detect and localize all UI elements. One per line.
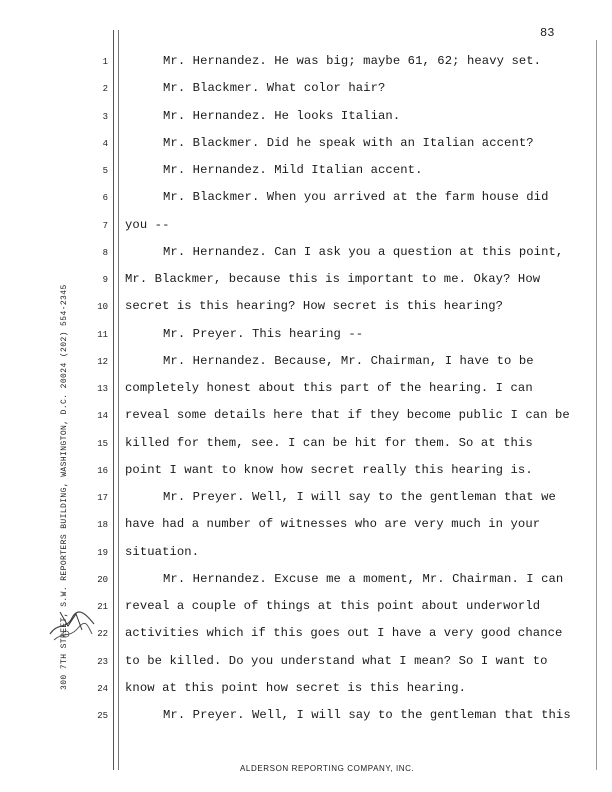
line-number: 8 <box>102 247 108 258</box>
reporter-address: 300 7TH STREET, S.W. REPORTERS BUILDING, WASHINGTON, D.C. 20024 (202) 554-2345 <box>60 284 69 690</box>
line-number: 24 <box>97 683 108 694</box>
line-number: 18 <box>97 520 108 531</box>
line-number: 4 <box>102 138 108 149</box>
line-number: 14 <box>97 411 108 422</box>
transcript-line: Mr. Preyer. This hearing -- <box>163 326 364 341</box>
transcript-line: Mr. Hernandez. He was big; maybe 61, 62; heavy set. <box>163 54 542 68</box>
line-number: 9 <box>102 275 108 285</box>
line-number: 1 <box>102 57 108 67</box>
footer-company: ALDERSON REPORTING COMPANY, INC. <box>240 764 415 773</box>
transcript-line: Mr. Blackmer. What color hair? <box>163 81 386 96</box>
line-number: 5 <box>102 166 108 176</box>
transcript-line: reveal some details here that if they become public I can be <box>125 408 570 423</box>
line-number: 12 <box>97 356 108 367</box>
transcript-line: Mr. Hernandez. Excuse me a moment, Mr. Chairman. I can <box>163 571 564 586</box>
transcript-line: situation. <box>125 544 200 559</box>
transcript-line: Mr. Hernandez. Because, Mr. Chairman, I have to be <box>163 353 534 368</box>
line-number: 10 <box>97 302 108 313</box>
transcript-line: Mr. Blackmer, because this is important to me. Okay? How <box>125 272 541 286</box>
line-number: 7 <box>102 220 108 231</box>
transcript-line: Mr. Hernandez. Can I ask you a question at this point, <box>163 244 564 259</box>
line-number: 15 <box>97 438 108 449</box>
right-margin-rule <box>596 40 597 770</box>
transcript-line: reveal a couple of things at this point about underworld <box>125 599 541 613</box>
line-number: 17 <box>97 493 108 503</box>
line-number: 16 <box>97 465 108 476</box>
transcript-line: killed for them, see. I can be hit for them. So at this <box>125 435 533 450</box>
transcript-line: Mr. Hernandez. Mild Italian accent. <box>163 163 423 177</box>
transcript-line: Mr. Preyer. Well, I will say to the gentleman that this <box>163 708 571 722</box>
transcript-line: you -- <box>125 217 170 232</box>
page-number: 83 <box>540 26 555 40</box>
left-margin-rule <box>113 30 119 770</box>
transcript-line: Mr. Blackmer. When you arrived at the farm house did <box>163 190 549 205</box>
line-number: 22 <box>97 629 108 640</box>
line-number: 6 <box>102 193 108 204</box>
line-number: 13 <box>97 384 108 394</box>
line-number: 21 <box>97 602 108 612</box>
line-number: 2 <box>102 84 108 95</box>
line-number: 11 <box>97 329 108 340</box>
line-number: 23 <box>97 656 108 667</box>
transcript-line: Mr. Hernandez. He looks Italian. <box>163 108 401 123</box>
transcript-line: know at this point how secret is this hearing. <box>125 680 467 695</box>
transcript-line: completely honest about this part of the hearing. I can <box>125 381 533 395</box>
transcript-line: Mr. Blackmer. Did he speak with an Italian accent? <box>163 135 534 150</box>
line-number: 20 <box>97 574 108 585</box>
transcript-line: activities which if this goes out I have a very good chance <box>125 626 563 641</box>
line-number: 3 <box>102 111 108 122</box>
transcript-line: to be killed. Do you understand what I mean? So I want to <box>125 653 548 668</box>
line-number: 25 <box>97 711 108 721</box>
stamp-mark-icon <box>46 604 98 648</box>
line-number: 19 <box>97 547 108 558</box>
transcript-line: point I want to know how secret really this hearing is. <box>125 462 533 477</box>
transcript-line: Mr. Preyer. Well, I will say to the gentleman that we <box>163 490 556 504</box>
transcript-line: secret is this hearing? How secret is this hearing? <box>125 299 504 314</box>
transcript-line: have had a number of witnesses who are very much in your <box>125 517 541 532</box>
